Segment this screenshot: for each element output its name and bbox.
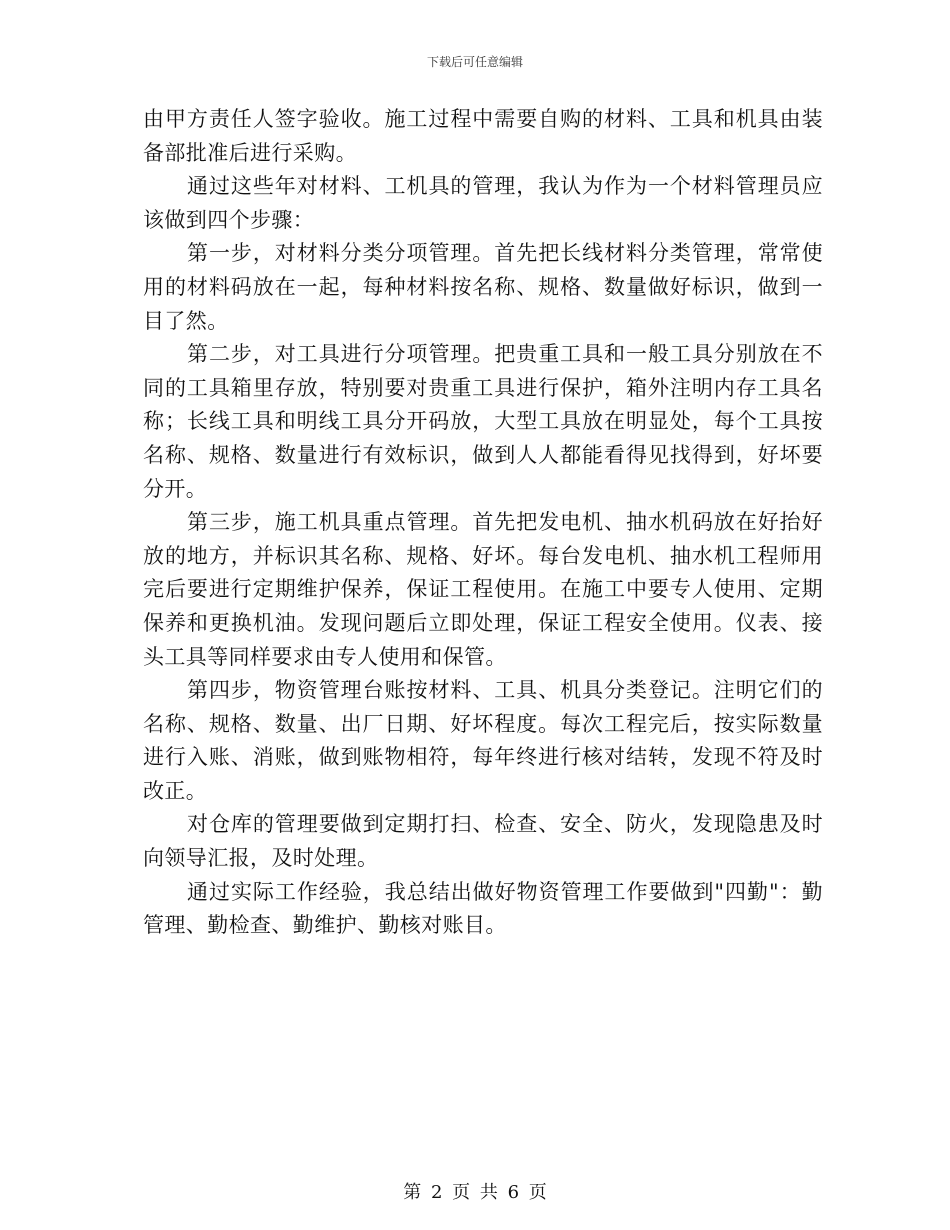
page-footer: 第 2 页 共 6 页 [403, 1182, 547, 1203]
paragraph: 由甲方责任人签字验收。施工过程中需要自购的材料、工具和机具由装备部批准后进行采购。 [143, 107, 823, 165]
paragraph: 通过这些年对材料、工机具的管理，我认为作为一个材料管理员应该做到四个步骤： [143, 174, 823, 232]
paragraph: 第一步，对材料分类分项管理。首先把长线材料分类管理，常常使用的材料码放在一起，每种材料按名称、规格、数量做好标识，做到一目了然。 [143, 241, 823, 333]
page-header: 下载后可任意编辑 [426, 55, 523, 69]
paragraph: 通过实际工作经验，我总结出做好物资管理工作要做到"四勤"：勤管理、勤检查、勤维护、勤核对账目。 [143, 879, 823, 938]
paragraph: 第二步，对工具进行分项管理。把贵重工具和一般工具分别放在不同的工具箱里存放，特别要对贵重工具进行保护，箱外注明内存工具名称；长线工具和明线工具分开码放，大型工具放在明显处，每个工具按名称、规格、数量进行有效标识，做到人人都能看得见找得到，好坏要分开。 [143, 342, 823, 501]
paragraph: 第三步，施工机具重点管理。首先把发电机、抽水机码放在好抬好放的地方，并标识其名称、规格、好坏。每台发电机、抽水机工程师用完后要进行定期维护保养，保证工程使用。在施工中要专人使用、定期保养和更换机油。发现问题后立即处理，保证工程安全使用。仪表、接头工具等同样要求由专人使用和保管。 [143, 510, 823, 669]
paragraph: 对仓库的管理要做到定期打扫、检查、安全、防火，发现隐患及时向领导汇报，及时处理。 [143, 812, 823, 871]
paragraph: 第四步，物资管理台账按材料、工具、机具分类登记。注明它们的名称、规格、数量、出厂日期、好坏程度。每次工程完后，按实际数量进行入账、消账，做到账物相符，每年终进行核对结转，发现不符及时改正。 [143, 678, 823, 803]
document-body [143, 103, 823, 943]
